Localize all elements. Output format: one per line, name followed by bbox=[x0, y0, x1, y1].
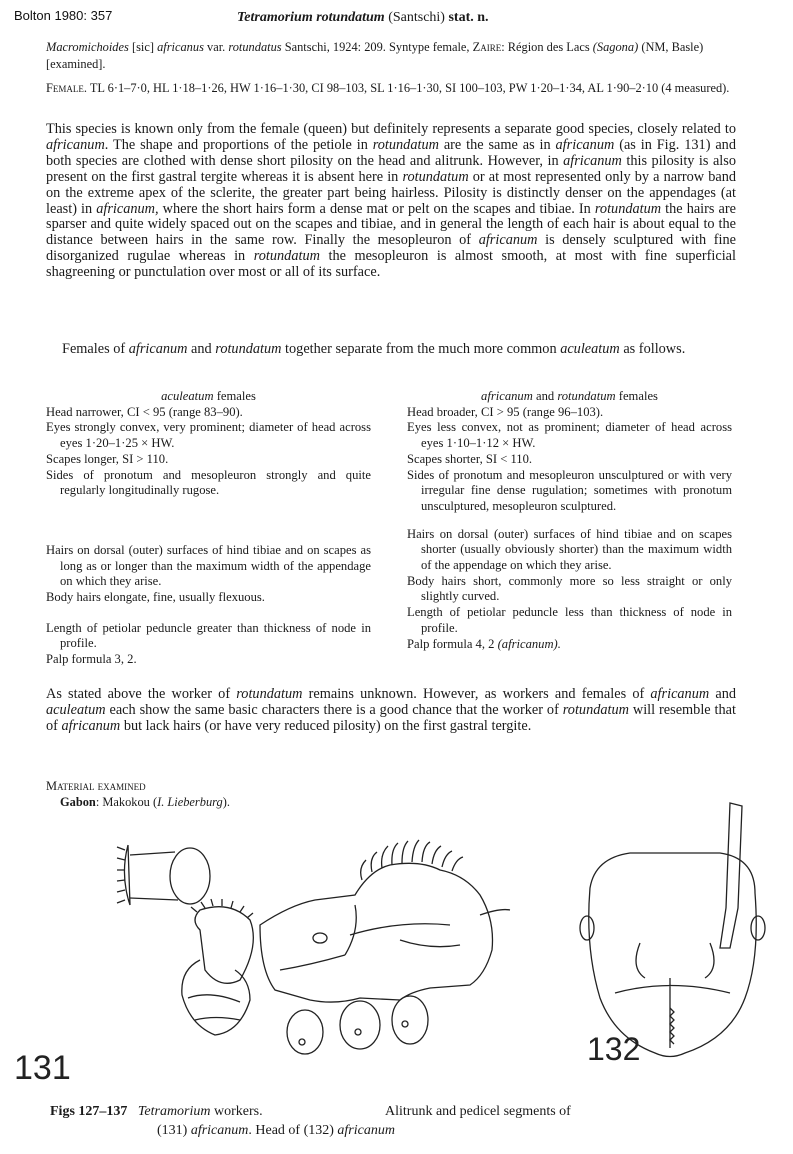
alitrunk-outline bbox=[260, 863, 493, 1002]
key-right-and: and bbox=[532, 389, 558, 403]
p1-taxon: rotundatum bbox=[372, 136, 439, 153]
syn-country: Zaire bbox=[472, 40, 502, 54]
node-dot bbox=[402, 1021, 408, 1027]
material-close: ). bbox=[222, 795, 230, 809]
measure-text: TL 6·1–7·0, HL 1·18–1·26, HW 1·16–1·30, CI 98–103, SL 1·16–1·30, SI 100–103, PW 1·20–1·34, AL 1·90–2·10 (4 measured). bbox=[89, 81, 730, 95]
key-column-right bbox=[407, 389, 732, 652]
p2-text: as follows. bbox=[619, 341, 686, 357]
synonymy-entry bbox=[46, 39, 736, 73]
syn-var: var. bbox=[207, 40, 226, 54]
material-locality: : Makokou ( bbox=[95, 795, 158, 809]
key-right-row bbox=[407, 637, 732, 653]
p1-text: where the short hairs form a dense mat or pelt on the scapes and tibiae. In bbox=[158, 200, 595, 217]
p1-taxon: rotundatum bbox=[594, 200, 662, 217]
mandible-hairs bbox=[117, 847, 125, 903]
syn-locality-b: (Sagona) bbox=[592, 40, 639, 54]
p1-taxon: africanum bbox=[563, 152, 622, 169]
p3-text: but lack hairs (or have very reduced pilosity) on the first gastral tergite. bbox=[120, 717, 532, 734]
figure-label-132: 132 bbox=[587, 1031, 641, 1067]
material-record bbox=[60, 795, 230, 810]
gaster-node bbox=[392, 996, 428, 1044]
p3-text: and bbox=[709, 686, 736, 702]
dorsal-hairs bbox=[361, 840, 463, 880]
material-country: Gabon bbox=[60, 795, 96, 809]
postpetiole-node bbox=[340, 1001, 380, 1049]
alitrunk-illustration bbox=[100, 820, 530, 1080]
species-heading bbox=[237, 10, 489, 26]
p2-taxon: africanum bbox=[128, 341, 188, 357]
key-right-row: Sides of pronotum and mesopleuron unsculptured or with very irregular fine dense rugulation; sometimes with pronotum unsculptured, mesopleuron sculptured. bbox=[407, 467, 732, 513]
measure-caste: Female. bbox=[46, 81, 87, 95]
caption-genus: Tetramorium bbox=[137, 1104, 211, 1119]
p1-text: (as in Fig. 131) and both species are clothed with dense short pilosity on the head and alitrunk. However, in bbox=[46, 136, 736, 169]
syn-genus: Macromichoides bbox=[46, 40, 129, 54]
key-right-row: Hairs on dorsal (outer) surfaces of hind tibiae and on scapes shorter (usually obviously shorter) than the maximum width of the appendage on which they arise. bbox=[407, 526, 732, 573]
caption-line-2 bbox=[157, 1123, 395, 1139]
antennal-scape bbox=[720, 803, 742, 948]
caption-workers: workers. bbox=[210, 1104, 263, 1119]
p1-taxon: africanum bbox=[46, 136, 105, 153]
syn-locality-c: (NM, Basle) [examined]. bbox=[46, 40, 704, 71]
p1-text: the mesopleuron is almost smooth, at most with fine superficial shagreening or punctulation over most or all of its surface. bbox=[46, 248, 736, 281]
pronotum-ring bbox=[170, 848, 210, 904]
caption-right: Alitrunk and pedicel segments of bbox=[385, 1104, 571, 1119]
syn-locality-a: : Région des Lacs bbox=[501, 40, 590, 54]
key-left-row: Hairs on dorsal (outer) surfaces of hind tibiae and on scapes as long as or longer than the maximum width of the appendage on which they arise. bbox=[46, 542, 371, 589]
key-left-row: Eyes strongly convex, very prominent; diameter of head across eyes 1·20–1·25 × HW. bbox=[46, 420, 371, 451]
left-eye bbox=[580, 916, 594, 940]
key-right-row: Head broader, CI > 95 (range 96–103). bbox=[407, 404, 604, 419]
key-left-row: Head narrower, CI < 95 (range 83–90). bbox=[46, 404, 243, 419]
key-right-row: Length of petiolar peduncle less than thickness of node in profile. bbox=[407, 605, 732, 635]
caption-taxon: africanum bbox=[190, 1123, 249, 1138]
caption-text: . Head of (132) bbox=[248, 1123, 338, 1138]
species-name: Tetramorium rotundatum bbox=[237, 10, 385, 25]
p1-taxon: africanum bbox=[555, 136, 615, 153]
key-left-row: Palp formula 3, 2. bbox=[46, 652, 137, 667]
key-right-text: Palp formula 4, 2 bbox=[407, 636, 498, 651]
material-collector: I. Lieberburg bbox=[157, 795, 223, 809]
syn-sic: [sic] bbox=[131, 40, 154, 54]
key-left-row: Scapes longer, SI > 110. bbox=[46, 451, 169, 466]
p3-taxon: africanum bbox=[61, 717, 121, 734]
key-left-row: Body hairs elongate, fine, usually flexuous. bbox=[46, 590, 265, 605]
reference-label: Bolton 1980: 357 bbox=[14, 8, 113, 23]
coxa-inner bbox=[188, 995, 240, 1020]
caption-taxon: africanum bbox=[337, 1123, 395, 1138]
propodeal-spine bbox=[480, 910, 510, 915]
key-right-taxon: rotundatum bbox=[557, 389, 616, 403]
p1-text: are the same as in bbox=[438, 136, 556, 153]
p3-text: remains unknown. However, as workers and females of bbox=[302, 686, 651, 702]
p1-text: This species is known only from the female (queen) but definitely represents a separate good species, closely related to bbox=[46, 121, 736, 137]
paragraph-1 bbox=[46, 122, 736, 281]
p1-taxon: rotundatum bbox=[402, 168, 469, 185]
p3-taxon: aculeatum bbox=[46, 701, 106, 718]
key-left-row: Length of petiolar peduncle greater than thickness of node in profile. bbox=[46, 620, 371, 651]
key-right-heading bbox=[407, 389, 732, 405]
caption-prefix: Figs 127–137 bbox=[50, 1104, 128, 1119]
paragraph-2 bbox=[46, 342, 736, 358]
paragraph-3 bbox=[46, 687, 736, 735]
p1-text: the hairs are sparser and quite widely spaced out on the scapes and tibiae, and in general the length of each hair is about equal to the distance between hairs in the same row. Finally the mesopleuron of bbox=[46, 200, 736, 249]
syn-citation: Santschi, 1924: 209. Syntype female, bbox=[284, 40, 470, 54]
p2-text: together separate from the much more common bbox=[281, 341, 561, 357]
frontal-carina bbox=[636, 943, 714, 978]
caption-text: (131) bbox=[157, 1123, 191, 1138]
figure-caption bbox=[50, 1104, 263, 1120]
species-author: (Santschi) bbox=[388, 10, 445, 25]
p1-taxon: africanum, bbox=[96, 200, 159, 217]
neck-segment bbox=[130, 852, 178, 900]
head-fragment bbox=[124, 845, 130, 905]
species-status: stat. n. bbox=[448, 10, 489, 25]
p1-taxon: africanum bbox=[478, 232, 538, 249]
p2-taxon: rotundatum bbox=[215, 341, 282, 357]
node-dot bbox=[299, 1039, 305, 1045]
p3-text: each show the same basic characters there is a good chance that the worker of bbox=[105, 701, 563, 718]
key-left-taxon: aculeatum bbox=[161, 389, 214, 403]
material-heading: Material examined bbox=[46, 779, 146, 793]
syn-variety: rotundatus bbox=[228, 40, 282, 54]
spiracle bbox=[313, 933, 327, 943]
p1-taxon: rotundatum bbox=[253, 248, 320, 265]
foreleg bbox=[195, 907, 253, 984]
syn-species: africanus bbox=[157, 40, 204, 54]
mesosoma-suture bbox=[280, 905, 460, 970]
right-eye bbox=[751, 916, 765, 940]
p3-taxon: africanum bbox=[650, 686, 710, 702]
figure-label-131: 131 bbox=[14, 1049, 71, 1087]
p2-taxon: aculeatum bbox=[560, 341, 620, 357]
key-left-row: Sides of pronotum and mesopleuron strongly and quite regularly longitudinally rugose. bbox=[46, 467, 371, 498]
key-right-row: Scapes shorter, SI < 110. bbox=[407, 451, 533, 466]
key-column-left bbox=[46, 389, 371, 668]
p3-taxon: rotundatum bbox=[236, 686, 303, 702]
p2-text: Females of bbox=[62, 341, 129, 357]
key-right-taxon: africanum bbox=[481, 389, 533, 403]
p1-text: . The shape and proportions of the petiole in bbox=[104, 136, 373, 153]
key-right-row: Body hairs short, commonly more so less straight or only slightly curved. bbox=[407, 573, 732, 604]
measurements bbox=[46, 80, 736, 96]
key-right-suffix: females bbox=[615, 389, 658, 403]
key-right-row: Eyes less convex, not as prominent; diameter of head across eyes 1·10–1·12 × HW. bbox=[407, 420, 732, 451]
key-left-suffix: females bbox=[213, 389, 256, 403]
p3-taxon: rotundatum bbox=[562, 701, 629, 718]
petiole-node bbox=[287, 1010, 323, 1054]
p3-text: As stated above the worker of bbox=[46, 686, 237, 702]
p1-text: is densely sculptured with fine disorganized rugulae whereas in bbox=[46, 232, 736, 265]
key-left-heading bbox=[46, 389, 371, 405]
p1-text: or at most represented only by a narrow band on the extreme apex of the sclerite, the greater part being hairless. Pilosity is distinctly denser on the appendages (at least) in bbox=[46, 168, 736, 217]
node-dot bbox=[355, 1029, 361, 1035]
p3-text: will resemble that of bbox=[46, 701, 736, 734]
key-right-taxon: (africanum). bbox=[497, 636, 561, 651]
p2-text: and bbox=[187, 341, 216, 357]
p1-text: this pilosity is also present on the first gastral tergite whereas it is absent here in bbox=[46, 152, 736, 185]
coxa-leg bbox=[182, 960, 250, 1035]
